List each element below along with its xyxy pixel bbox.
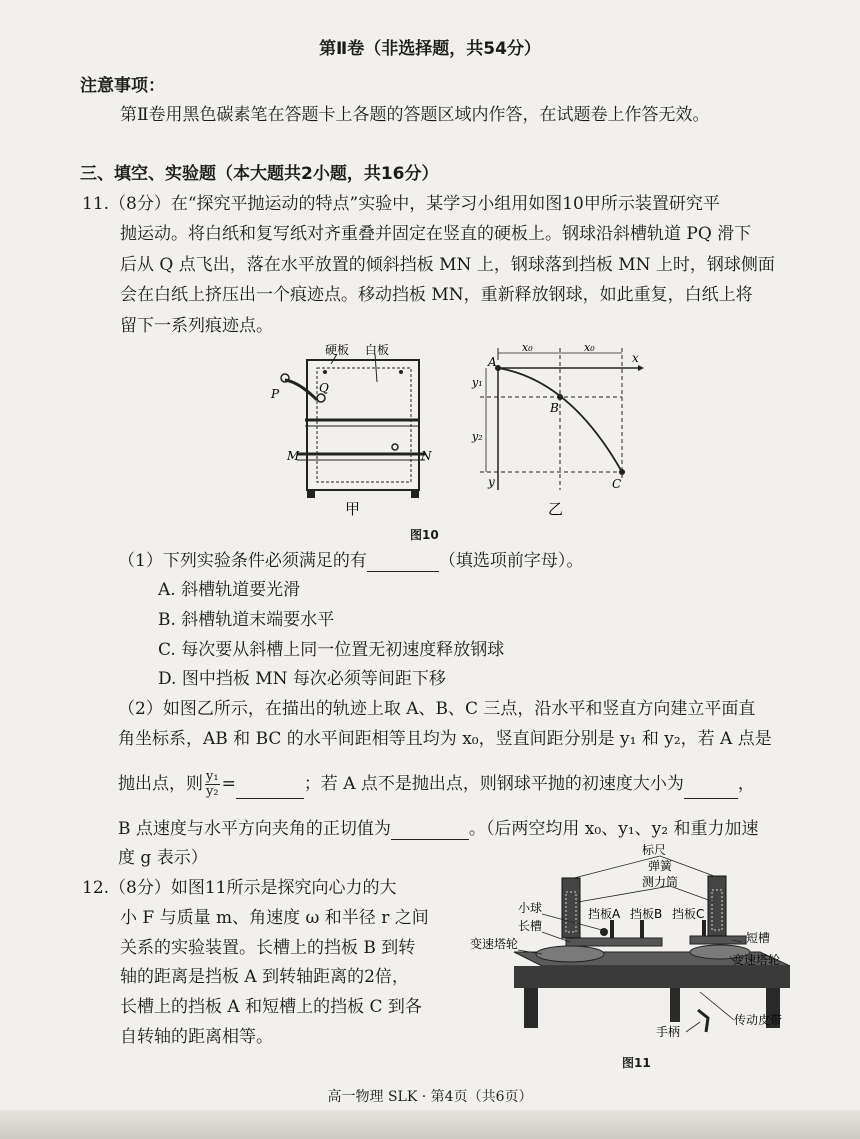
label-belt: 传动皮带	[734, 1013, 783, 1027]
label-hardboard: 硬板	[325, 343, 350, 357]
ratio-fraction	[205, 770, 220, 799]
q11-line-5: 留下一系列痕迹点。	[120, 316, 273, 336]
label-M: M	[287, 449, 300, 463]
label-baffle-b: 挡板B	[630, 907, 663, 921]
q11-p1-text: （1）下列实验条件必须满足的有	[118, 551, 367, 571]
bottom-shadow	[0, 1110, 860, 1139]
label-y1: y₁	[472, 376, 483, 389]
q11-p2-line-3	[118, 770, 755, 799]
figure-11	[470, 842, 800, 1052]
part3-heading: 三、填空、实验题（本大题共2小题，共16分）	[80, 164, 439, 184]
label-y-axis: y	[488, 475, 495, 489]
caption-jia: 甲	[345, 500, 361, 517]
figure-11-caption: 图11	[622, 1056, 651, 1070]
q11-p2-line-4-b: 。（后两空均用 x₀、y₁、y₂ 和重力加速	[468, 819, 759, 839]
q11-p2-line-3-a: 抛出点，则	[118, 774, 203, 794]
option-c: C. 每次要从斜槽上同一位置无初速度释放钢球	[158, 640, 505, 660]
page-footer: 高一物理 SLK · 第4页（共6页）	[327, 1089, 533, 1105]
section-title: 第Ⅱ卷（非选择题，共54分）	[319, 39, 541, 59]
label-whiteboard: 白板	[365, 343, 390, 357]
q11-p1-tail: （填选项前字母）。	[438, 551, 584, 571]
label-y2: y₂	[472, 430, 483, 443]
caption-yi: 乙	[548, 500, 564, 518]
q11-p2-line-1: （2）如图乙所示，在描出的轨迹上取 A、B、C 三点，沿水平和竖直方向建立平面直	[118, 699, 756, 719]
q11-line-4: 会在白纸上挤压出一个痕迹点。移动挡板 MN，重新释放钢球，如此重复，白纸上将	[120, 285, 753, 305]
label-long-slot: 长槽	[518, 919, 543, 933]
fraction-numerator: y₁	[206, 769, 219, 784]
q11-p2-line-3-c: ；若 A 点不是抛出点，则钢球平抛的初速度大小为	[303, 774, 684, 794]
q11-p1	[118, 550, 583, 572]
label-B: B	[550, 401, 559, 415]
q12-line-3: 关系的实验装置。长槽上的挡板 B 到转	[120, 938, 416, 958]
label-Q: Q	[319, 381, 329, 395]
figure-10-b	[470, 340, 650, 520]
q12-line-6: 自转轴的距离相等。	[120, 1027, 273, 1047]
q11-line-1: 11.（8分）在“探究平抛运动的特点”实验中，某学习小组用如图10甲所示装置研究平	[82, 194, 720, 214]
q11-p2-line-4-a: B 点速度与水平方向夹角的正切值为	[118, 819, 391, 839]
label-spring: 弹簧	[648, 859, 673, 873]
answer-blank-2[interactable]	[236, 780, 304, 799]
q11-p2-equals: =	[221, 774, 236, 794]
option-b: B. 斜槽轨道末端要水平	[158, 610, 335, 630]
answer-blank-4[interactable]	[391, 821, 469, 840]
q11-line-3: 后从 Q 点飞出，落在水平放置的倾斜挡板 MN 上，钢球落到挡板 MN 上时，钢球侧面	[120, 255, 775, 275]
label-x0-first: x₀	[522, 341, 533, 354]
label-tower-right: 变速塔轮	[732, 953, 781, 967]
label-ball: 小球	[518, 901, 543, 915]
answer-blank-3[interactable]	[684, 780, 738, 799]
q12-line-5: 长槽上的挡板 A 和短槽上的挡板 C 到各	[120, 997, 422, 1017]
q11-p2-line-4	[118, 818, 758, 840]
q11-p2-line-3-d: ，	[737, 774, 755, 794]
label-x0-second: x₀	[584, 341, 595, 354]
label-tower-left: 变速塔轮	[470, 937, 519, 951]
q11-p2-line-5: 度 g 表示）	[118, 848, 208, 868]
q12-line-4: 轴的距离是挡板 A 到转轴距离的2倍，	[120, 967, 409, 987]
q11-line-2: 抛运动。将白纸和复写纸对齐重叠并固定在竖直的硬板上。钢球沿斜槽轨道 PQ 滑下	[120, 224, 752, 244]
q12-line-2: 小 F 与质量 m、角速度 ω 和半径 r 之间	[120, 908, 429, 928]
label-baffle-c: 挡板C	[672, 907, 705, 921]
answer-blank-1[interactable]	[367, 553, 439, 572]
label-N: N	[421, 449, 432, 463]
label-dynamometer: 测力筒	[642, 875, 679, 889]
label-A: A	[488, 355, 497, 369]
q11-p2-line-2: 角坐标系，AB 和 BC 的水平间距相等且均为 x₀，竖直间距分别是 y₁ 和 y₂，若 A 点是	[118, 729, 772, 749]
fraction-denominator: y₂	[206, 784, 219, 799]
label-handle: 手柄	[656, 1025, 681, 1039]
label-baffle-a: 挡板A	[588, 907, 621, 921]
label-ruler: 标尺	[642, 843, 667, 857]
label-short-slot: 短槽	[746, 931, 771, 945]
figure-10-caption: 图10	[410, 528, 439, 542]
notice-text: 第Ⅱ卷用黑色碳素笔在答题卡上各题的答题区域内作答，在试题卷上作答无效。	[120, 105, 710, 125]
label-P: P	[271, 387, 280, 401]
option-a: A. 斜槽轨道要光滑	[158, 580, 301, 600]
figure-10-a	[265, 342, 440, 517]
notice-label: 注意事项：	[80, 76, 165, 96]
label-x-axis: x	[632, 351, 639, 365]
q12-line-1: 12.（8分）如图11所示是探究向心力的大	[82, 878, 397, 898]
label-C: C	[612, 477, 622, 491]
option-d: D. 图中挡板 MN 每次必须等间距下移	[158, 669, 446, 689]
